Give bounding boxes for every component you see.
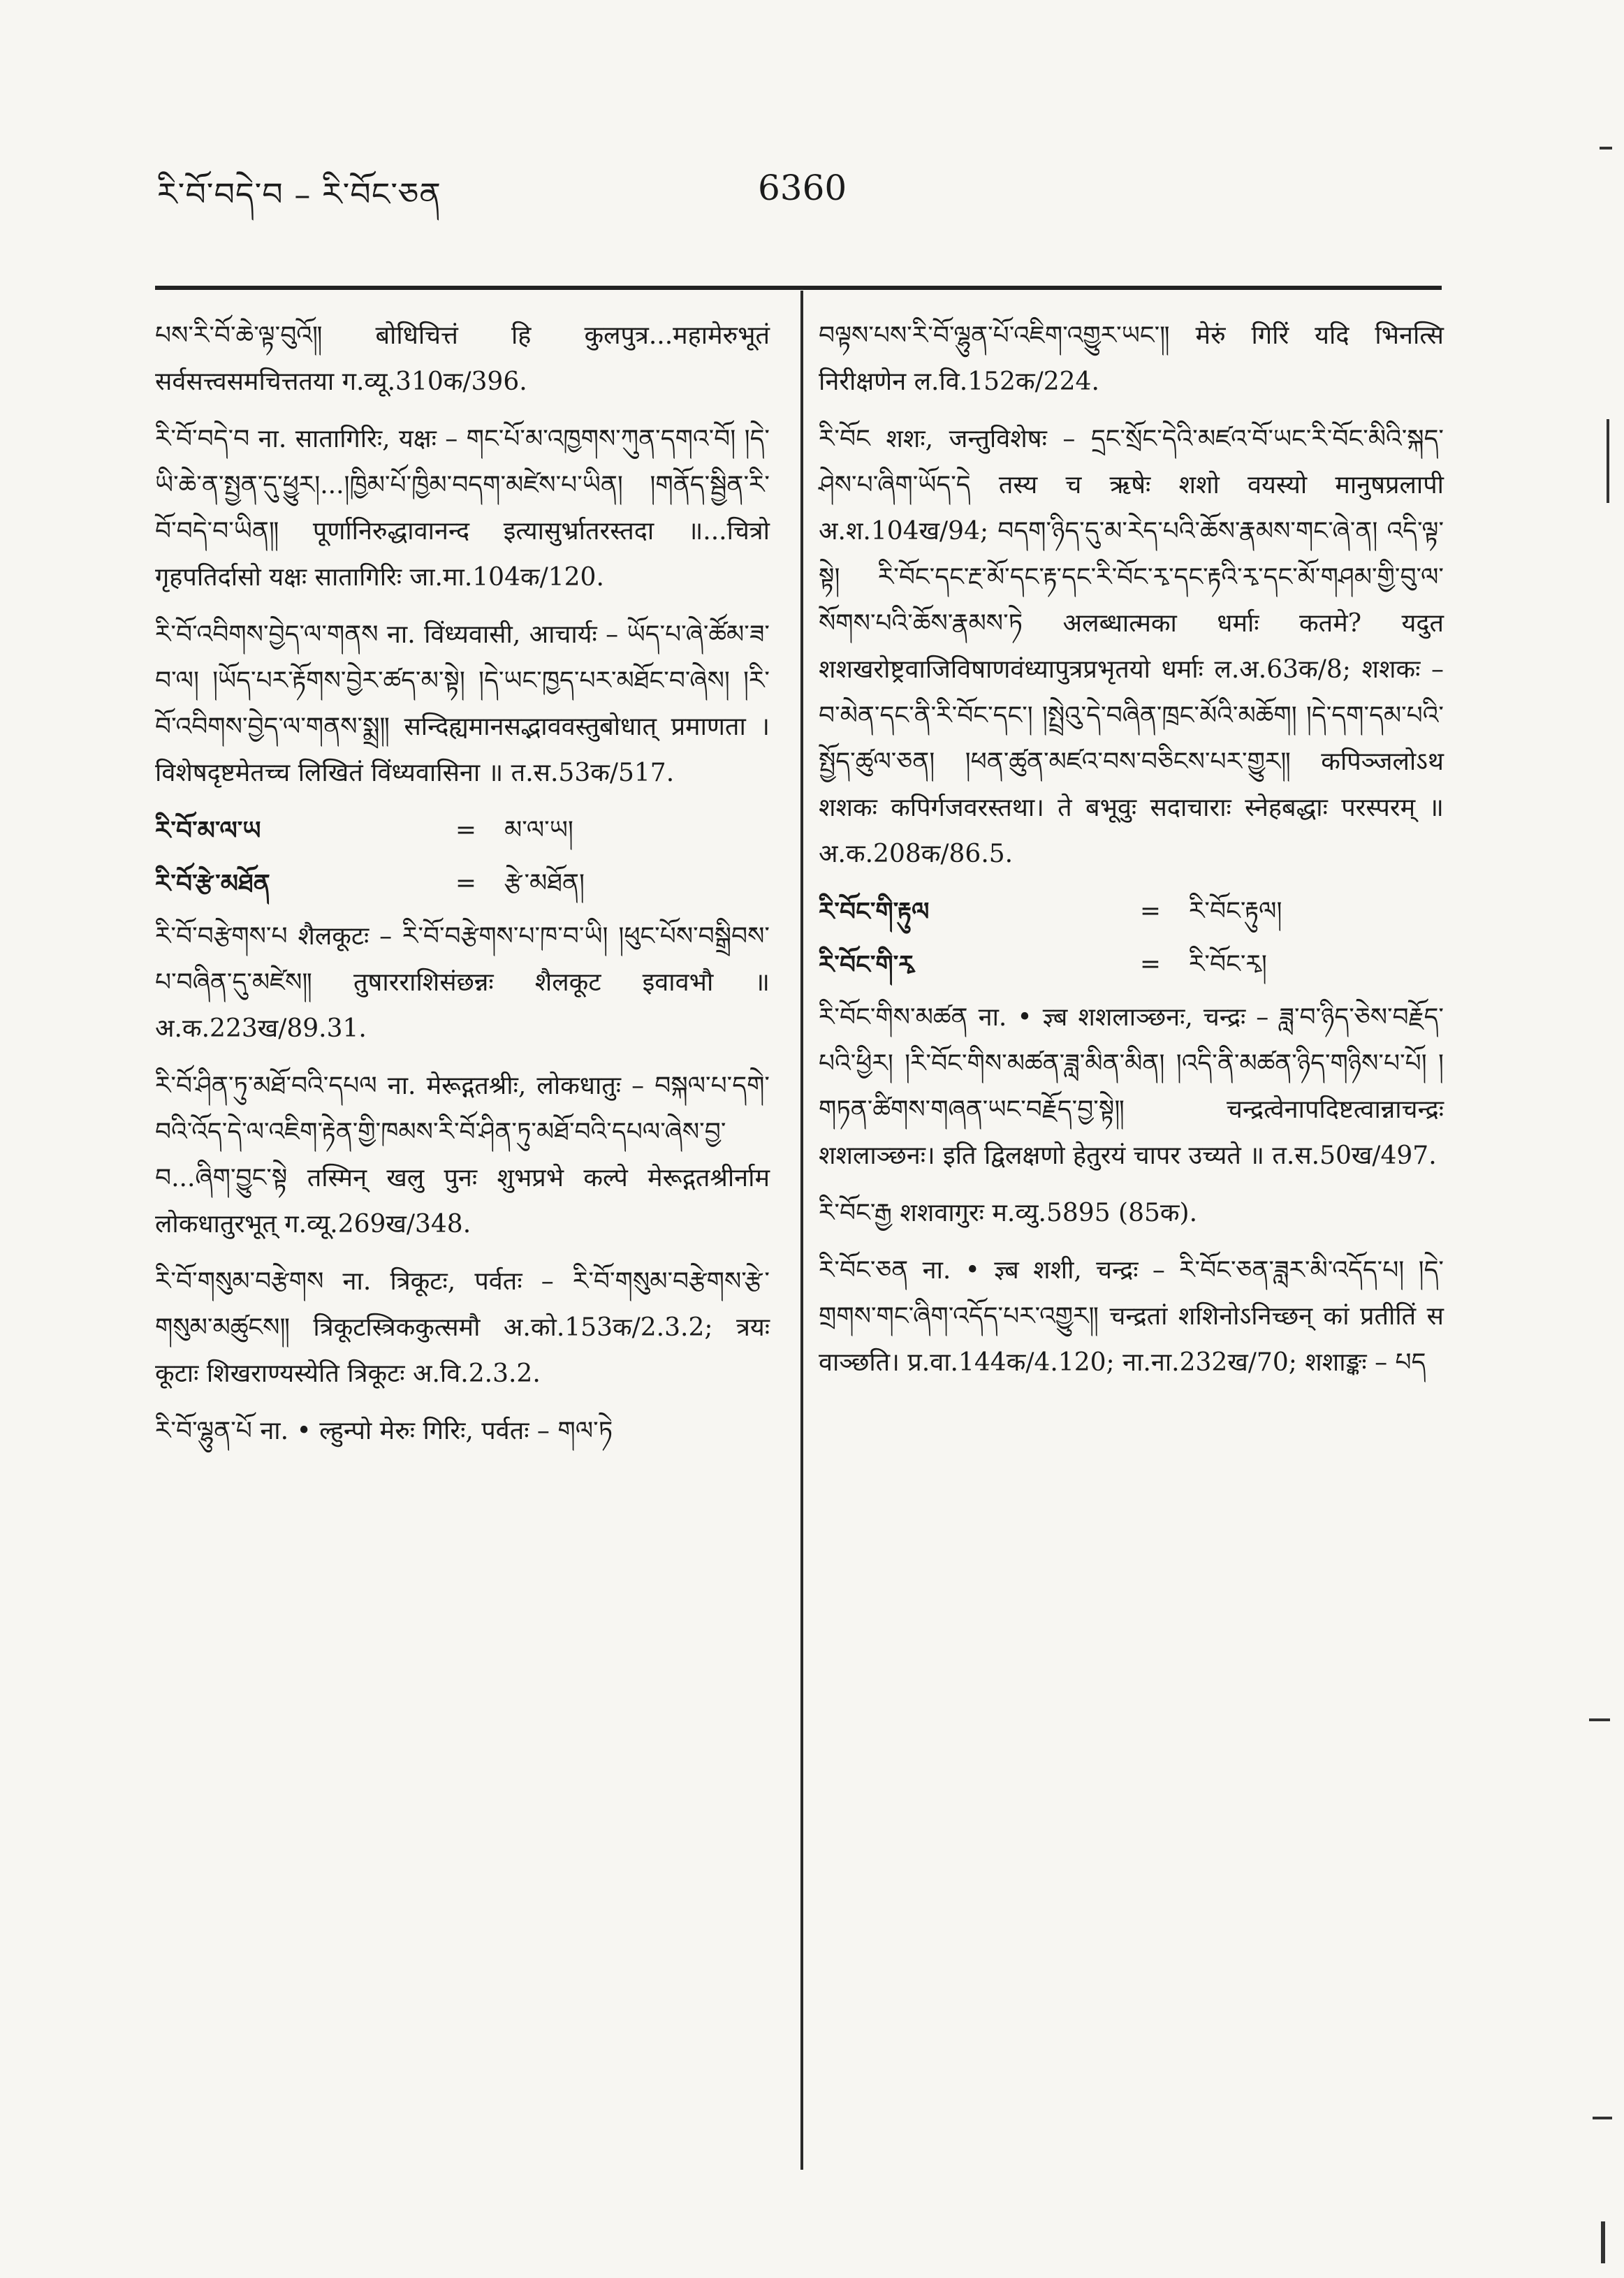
running-head: རི་བོ་བདེ་བ – རི་བོང་ཅན	[157, 175, 441, 213]
edge-mark	[1593, 2117, 1612, 2119]
edge-mark	[1600, 147, 1612, 149]
dictionary-entry: རི་བོ་བརྩེགས་པ शैलकूटः – རི་བོ་བརྩེགས་པ་ཁ་བ་ཡི། །ཕུང་པོས་བསྒྲིབས་པ་བཞིན་དུ་མཛེས༎ तुषारराशिसंछन्नः शैलकूट इवावभौ ॥ अ.क.223ख/89.31.	[155, 922, 770, 1043]
headword: རི་བོང་གི་རྟུལ	[819, 897, 930, 926]
dictionary-entry: རི་བོང་གིས་མཚན ना. • ज्ञ्ब शशलाञ्छनः, चन्द्रः – ཟླ་བ་ཉིད་ཅེས་བརྗོད་པའི་ཕྱིར། །རི་བོང་གིས་མཚན་ཟླ་མིན་མིན། །འདི་ནི་མཚན་ཉིད་གཉིས་པ་པོ། །གཏན་ཚིགས་གཞན་ཡང་བརྗོད་བྱ་སྟེ༎ चन्द्रत्वेनापदिष्टत्वान्नाचन्द्रः शशलाञ्छनः। इति द्विलक्षणो हेतुरयं चापर उच्यते ॥ त.स.50ख/497.	[819, 1003, 1444, 1170]
dictionary-entry: རི་བོ་ཤིན་ཏུ་མཐོ་བའི་དཔལ ना. मेरूद्गतश्रीः, लोकधातुः – བསྐལ་པ་དགེ་བའི་འོད་དེ་ལ་འཇིག་རྟེན་གྱི་ཁམས་རི་བོ་ཤིན་ཏུ་མཐོ་བའི་དཔལ་ཞེས་བྱ་བ...ཞིག་བྱུང་སྟེ तस्मिन् खलु पुनः शुभप्रभे कल्पे मेरूद्गतश्रीर्नाम लोकधातुरभूत् ग.व्यू.269ख/348.	[155, 1072, 770, 1239]
cross-reference	[155, 808, 770, 854]
dictionary-entry: རི་བོ་གསུམ་བརྩེགས ना. त्रिकूटः, पर्वतः – རི་བོ་གསུམ་བརྩེགས་རྩེ་གསུམ་མཚུངས༎ त्रिकूटस्त्रिककुत्समौ अ.को.153क/2.3.2; त्रयः कूटाः शिखराण्यस्येति त्रिकूटः अ.वि.2.3.2.	[155, 1267, 770, 1388]
headword: རི་བོ་རྩེ་མཐོན	[155, 869, 270, 898]
dictionary-entry: བལྟས་པས་རི་བོ་ལྷུན་པོ་འཇིག་འགྱུར་ཡང་༎ मेरुं गिरिं यदि भिनत्सि निरीक्षणेन ल.वि.152क/224.	[819, 321, 1444, 396]
edge-mark	[1601, 2221, 1605, 2263]
cross-reference	[819, 889, 1444, 935]
reference-target: རི་བོང་རྟུལ།	[1189, 897, 1282, 926]
dictionary-entry: རི་བོ་བདེ་བ ना. सातागिरिः, यक्षः – གང་པོ་མ་འཁྱགས་ཀུན་དགའ་བོ། །དེ་ཡི་ཆེ་ན་སྤྱན་དུ་ཕྱུར།...།ཁྱིམ་པོ་ཁྱིམ་བདག་མཛེས་པ་ཡིན། །གནོད་སྦྱིན་རི་བོ་བདེ་བ་ཡིན༎ पूर्णानिरुद्धावानन्द इत्यासुर्भ्रातरस्तदा ॥...चित्रो गृहपतिर्दासो यक्षः सातागिरिः जा.मा.104क/120.	[155, 425, 770, 592]
cross-reference	[155, 861, 770, 907]
headword: རི་བོ་མ་ལ་ཡ	[155, 816, 261, 845]
equals-sign: =	[455, 869, 477, 898]
equals-sign: =	[1139, 897, 1162, 926]
column-divider	[800, 291, 803, 2170]
headword: རི་བོང་གི་རྭ	[819, 950, 914, 979]
dictionary-entry: རི་བོང་རྒྱ शशवागुरः म.व्यु.5895 (85क).	[819, 1199, 1198, 1227]
equals-sign: =	[455, 816, 477, 845]
edge-mark	[1589, 1718, 1610, 1721]
edge-mark	[1607, 419, 1609, 503]
dictionary-entry: པས་རི་བོ་ཆེ་ལྟ་བུའོ༎ बोधिचित्तं हि कुलपुत्र...महामेरुभूतं सर्वसत्त्वसमचित्ततया ग.व्यू.310क/396.	[155, 321, 770, 396]
page-number: 6360	[758, 168, 847, 208]
dictionary-entry: རི་བོང शशः, जन्तुविशेषः – དྲང་སྲོང་དེའི་མཛའ་བོ་ཡང་རི་བོང་མིའི་སྐད་ཤེས་པ་ཞིག་ཡོད་དེ तस्य च ऋषेः शशो वयस्यो मानुषप्रलापी अ.श.104ख/94; བདག་ཉིད་དུ་མ་རེད་པའི་ཆོས་རྣམས་གང་ཞེ་ན། འདི་ལྟ་སྟེ། རི་བོང་དང་རྔ་མོ་དང་རྟ་དང་རི་བོང་རྭ་དང་རྟའི་རྭ་དང་མོ་གཤམ་གྱི་བུ་ལ་སོགས་པའི་ཆོས་རྣམས་ཏེ अलब्धात्मका धर्माः कतमे? यदुत शशखरोष्ट्रवाजिविषाणवंध्यापुत्रप्रभृतयो धर्माः ल.अ.63क/8; शशकः – བ་མེན་དང་ནི་རི་བོང་དང་། །སྤྲེའུ་དེ་བཞིན་ཁྲང་མོའི་མཆོག། །དེ་དག་དམ་པའི་སྤྱོད་ཚུལ་ཅན། །ཕན་ཚུན་མཛའ་བས་བཅིངས་པར་གྱུར༎ कपिञ्जलोऽथ शशकः कपिर्गजवरस्तथा। ते बभूवुः सदाचाराः स्नेहबद्धाः परस्परम् ॥ अ.क.208क/86.5.	[819, 425, 1444, 868]
right-column	[819, 313, 1444, 1397]
header-rule	[155, 286, 1442, 290]
dictionary-entry: རི་བོ་འབིགས་བྱེད་ལ་གནས ना. विंध्यवासी, आचार्यः – ཡོད་པ་ཞེ་ཚོམ་ཟ་བ་ལ། །ཡོད་པར་རྟོགས་བྱེར་ཚད་མ་སྟེ། །དེ་ཡང་ཁྱད་པར་མཐོང་བ་ཞེས། །རི་བོ་འབིགས་བྱེད་ལ་གནས་སྨྲ༎ सन्दिह्यमानसद्भाववस्तुबोधात् प्रमाणता । विशेषदृष्टमेतच्च लिखितं विंध्यवासिना ॥ त.स.53क/517.	[155, 620, 770, 787]
cross-reference	[819, 942, 1444, 988]
reference-target: མ་ལ་ཡ།	[504, 816, 573, 845]
equals-sign: =	[1139, 950, 1162, 979]
reference-target: རི་བོང་རྭ།	[1189, 950, 1267, 979]
reference-target: རྩེ་མཐོན།	[504, 869, 585, 898]
dictionary-entry: རི་བོ་ལྷུན་པོ ना. • ल्हुन्पो मेरुः गिरिः, पर्वतः – གལ་ཏེ	[155, 1417, 613, 1445]
left-column	[155, 313, 770, 1466]
dictionary-entry: རི་བོང་ཅན ना. • ज्ञ्ब शशी, चन्द्रः – རི་བོང་ཅན་ཟླར་མི་འདོད་པ། །དེ་གྲགས་གང་ཞིག་འདོད་པར་འགྱུར༎ चन्द्रतां शशिनोऽनिच्छन् कां प्रतीतिं स वाञ्छति। प्र.वा.144क/4.120; ना.ना.232ख/70; शशाङ्कः – པད	[819, 1256, 1444, 1377]
